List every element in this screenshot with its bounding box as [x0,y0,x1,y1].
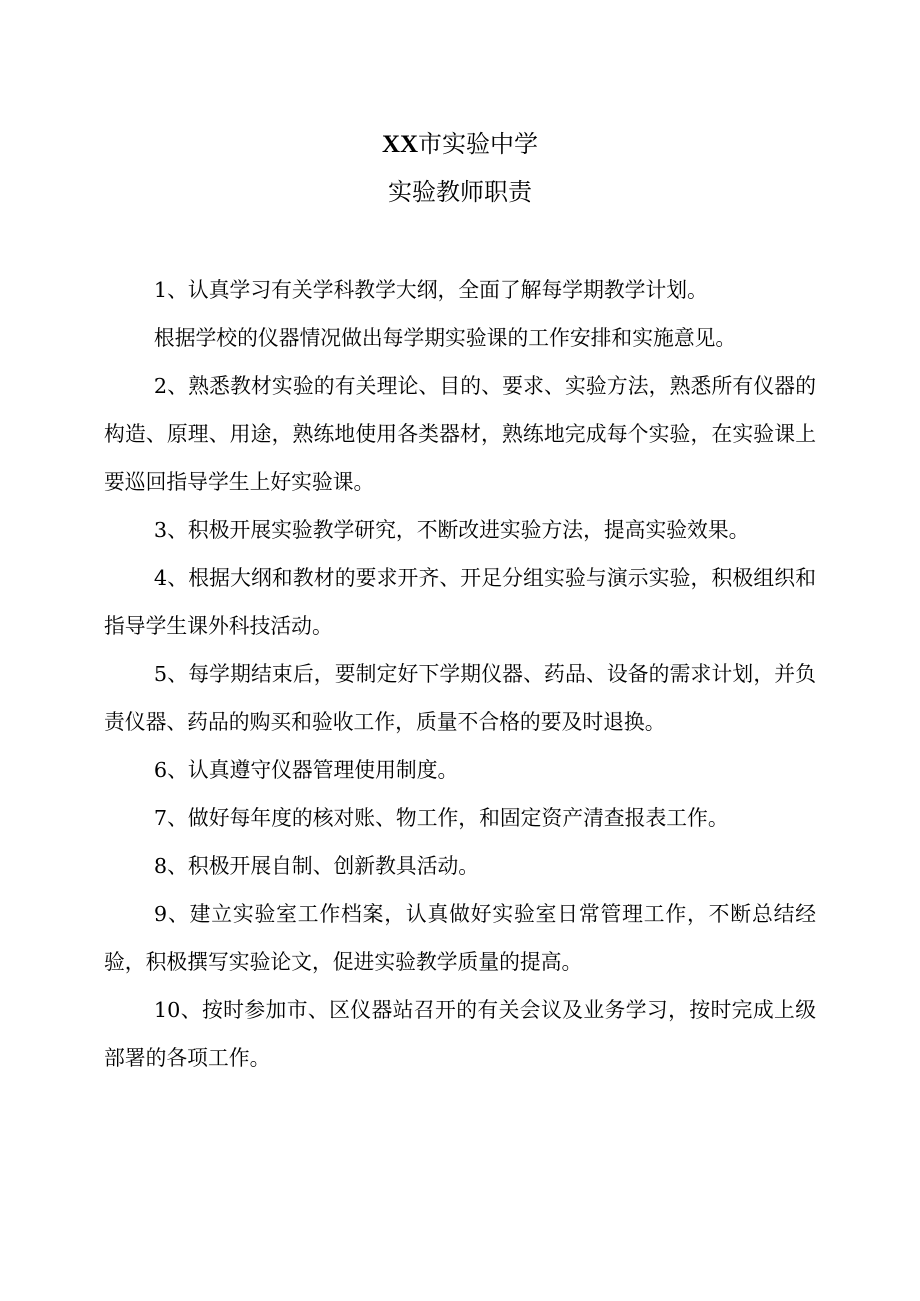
paragraph-1-continued: 根据学校的仪器情况做出每学期实验课的工作安排和实施意见。 [153,326,737,350]
document-body [104,266,816,1082]
title-school-name: 市实验中学 [418,130,539,158]
document-subtitle: 实验教师职责 [388,178,532,206]
paragraph-9: 9、建立实验室工作档案，认真做好实验室日常管理工作，不断总结经验，积极撰写实验论文，促进实验教学质量的提高。 [104,902,816,974]
paragraph-4: 4、根据大纲和教材的要求开齐、开足分组实验与演示实验，积极组织和指导学生课外科技活动。 [104,566,816,638]
paragraph-10: 10、按时参加市、区仪器站召开的有关会议及业务学习，按时完成上级部署的各项工作。 [104,998,816,1070]
paragraph-2: 2、熟悉教材实验的有关理论、目的、要求、实验方法，熟悉所有仪器的构造、原理、用途，熟练地使用各类器材，熟练地完成每个实验，在实验课上要巡回指导学生上好实验课。 [104,374,816,494]
paragraph-1: 1、认真学习有关学科教学大纲，全面了解每学期教学计划。 [153,278,708,302]
title-school-code: XX [381,131,419,158]
paragraph-3: 3、积极开展实验教学研究，不断改进实验方法，提高实验效果。 [153,518,750,542]
document-title [0,126,920,163]
paragraph-8: 8、积极开展自制、创新教具活动。 [153,854,480,878]
paragraph-6: 6、认真遵守仪器管理使用制度。 [153,758,459,782]
paragraph-7: 7、做好每年度的核对账、物工作，和固定资产清查报表工作。 [153,806,729,830]
paragraph-5: 5、每学期结束后，要制定好下学期仪器、药品、设备的需求计划，并负责仪器、药品的购买和验收工作，质量不合格的要及时退换。 [104,662,816,734]
